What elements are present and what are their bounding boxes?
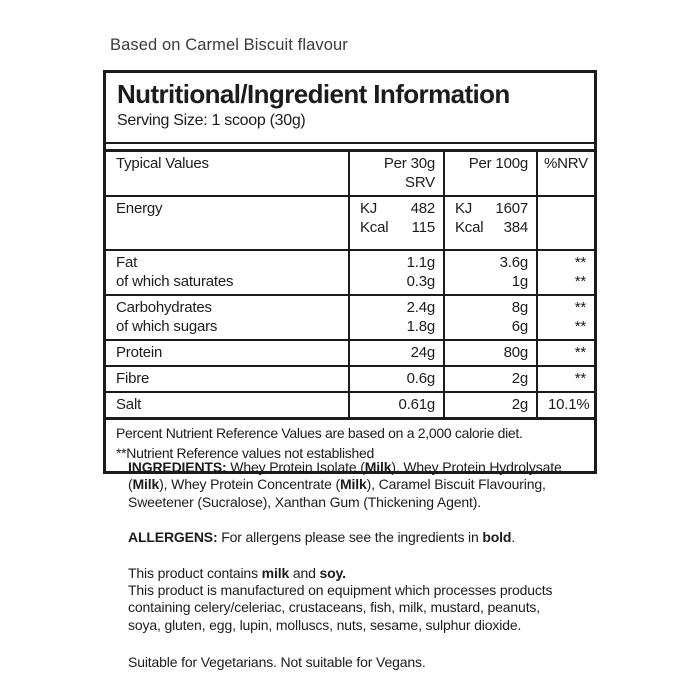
manufactured-line: soya, gluten, egg, lupin, molluscs, nuts, sesame, sulphur dioxide. [128, 616, 522, 633]
ingredients-paragraph [128, 459, 590, 511]
flavour-note: Based on Carmel Biscuit flavour [110, 36, 348, 54]
protein-per-100g: 80g [443, 341, 536, 365]
fibre-per-srv: 0.6g [348, 367, 443, 391]
column-header-per-30g-srv: Per 30g SRV [348, 152, 443, 195]
allergens-paragraph [128, 529, 590, 546]
nutrition-panel [103, 70, 597, 474]
manufactured-line: containing celery/celeriac, crustaceans, fish, milk, mustard, peanuts, [128, 599, 541, 616]
table-row-fibre [106, 365, 594, 391]
panel-title: Nutritional/Ingredient Information [117, 79, 510, 109]
carbohydrates-per-srv: 2.4g 1.8g [348, 296, 443, 339]
protein-nrv: ** [536, 341, 594, 365]
energy-label: Energy [116, 200, 163, 217]
energy-per-100g: KJ 1607 Kcal 384 [443, 197, 536, 249]
fat-labels: Fat of which saturates [116, 254, 234, 290]
contains-line: This product contains milk and soy. [128, 564, 346, 581]
details-section [128, 459, 590, 672]
protein-per-srv: 24g [348, 341, 443, 365]
ingredients-line: INGREDIENTS: Whey Protein Isolate (Milk), Whey Protein Hydrolysate [128, 459, 562, 475]
energy-per-srv: KJ 482 Kcal 115 [348, 197, 443, 249]
table-row-salt [106, 391, 594, 417]
ingredients-line: Sweetener (Sucralose), Xanthan Gum (Thickening Agent). [128, 493, 481, 510]
column-header-typical-values: Typical Values [116, 155, 209, 172]
carbohydrates-per-100g: 8g 6g [443, 296, 536, 339]
energy-nrv [536, 197, 594, 249]
carbohydrates-nrv: ** ** [536, 296, 594, 339]
protein-label: Protein [116, 344, 163, 361]
contains-paragraph [128, 565, 590, 635]
fat-per-100g: 3.6g 1g [443, 251, 536, 294]
manufactured-line: This product is manufactured on equipment which processes products [128, 582, 553, 599]
salt-per-srv: 0.61g [348, 393, 443, 417]
table-header-row [106, 152, 594, 195]
suitability-paragraph [128, 654, 590, 671]
footnote-not-established: **Nutrient Reference values not established [116, 444, 374, 461]
footnote-nrv-basis: Percent Nutrient Reference Values are based on a 2,000 calorie diet. [116, 425, 523, 441]
column-header-per-100g: Per 100g [443, 152, 536, 195]
allergens-line: ALLERGENS: For allergens please see the ingredients in bold. [128, 529, 516, 546]
suitability-line: Suitable for Vegetarians. Not suitable for Vegans. [128, 654, 426, 671]
table-row-protein [106, 339, 594, 365]
nutrition-table [106, 149, 594, 417]
salt-nrv: 10.1% [536, 393, 598, 417]
table-row-carbohydrates [106, 294, 594, 339]
serving-size: Serving Size: 1 scoop (30g) [117, 112, 306, 129]
fibre-per-100g: 2g [443, 367, 536, 391]
salt-label: Salt [116, 396, 142, 413]
carbohydrates-labels: Carbohydrates of which sugars [116, 299, 218, 335]
column-header-nrv: %NRV [536, 152, 594, 195]
panel-header [106, 73, 594, 144]
fat-per-srv: 1.1g 0.3g [348, 251, 443, 294]
fibre-label: Fibre [116, 370, 150, 387]
salt-per-100g: 2g [443, 393, 536, 417]
fat-nrv: ** ** [536, 251, 594, 294]
table-row-energy [106, 195, 594, 249]
table-row-fat [106, 249, 594, 294]
fibre-nrv: ** [536, 367, 594, 391]
ingredients-line: (Milk), Whey Protein Concentrate (Milk), Caramel Biscuit Flavouring, [128, 476, 546, 493]
